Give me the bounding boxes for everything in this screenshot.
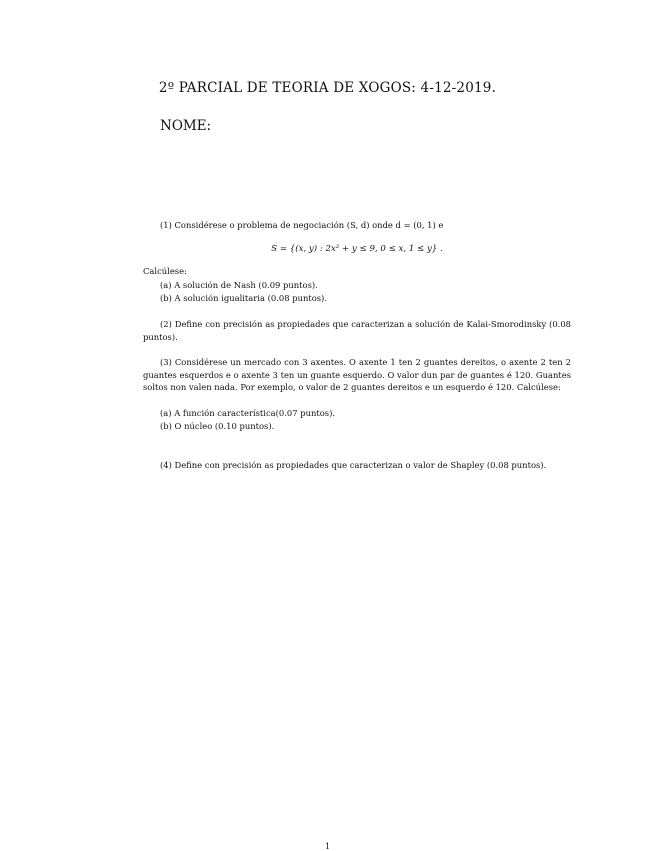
question-1-prompt: Calcúlese: (143, 266, 187, 276)
exam-title: 2º PARCIAL DE TEORIA DE XOGOS: 4-12-2019. (158, 80, 497, 96)
page-number: 1 (324, 842, 331, 851)
question-1-formula: S = {(x, y) : 2x² + y ≤ 9, 0 ≤ x, 1 ≤ y} . (271, 244, 443, 254)
question-4-text: (4) Define con precisión as propiedades que caracterizan o valor de Shapley (0.08 puntos). (160, 460, 547, 470)
question-1-item-a: (a) A solución de Nash (0.09 puntos). (160, 280, 318, 290)
name-label: NOME: (160, 118, 212, 134)
question-2-text: (2) Define con precisión as propiedades que caracterizan a solución de Kalai-Smorodinsky (0.08 puntos). (143, 319, 571, 342)
question-1-item-b: (b) A solución igualitaria (0.08 puntos). (160, 293, 327, 303)
question-3-text: (3) Considérese un mercado con 3 axentes. O axente 1 ten 2 guantes dereitos, o axente 2 ten 2 guantes esquerdos e o axente 3 ten un guante esquerdo. O valor dun par de guantes é 120. Guantes soltos non valen nada. Por exemplo, o valor de 2 guantes dereitos e un esquerdo é 120. Calcúlese: (143, 357, 571, 392)
question-1-intro: (1) Considérese o problema de negociación (S, d) onde d = (0, 1) e (160, 220, 444, 230)
question-3-item-a: (a) A función característica(0.07 puntos). (160, 408, 336, 418)
question-3-item-b: (b) O núcleo (0.10 puntos). (160, 421, 275, 431)
